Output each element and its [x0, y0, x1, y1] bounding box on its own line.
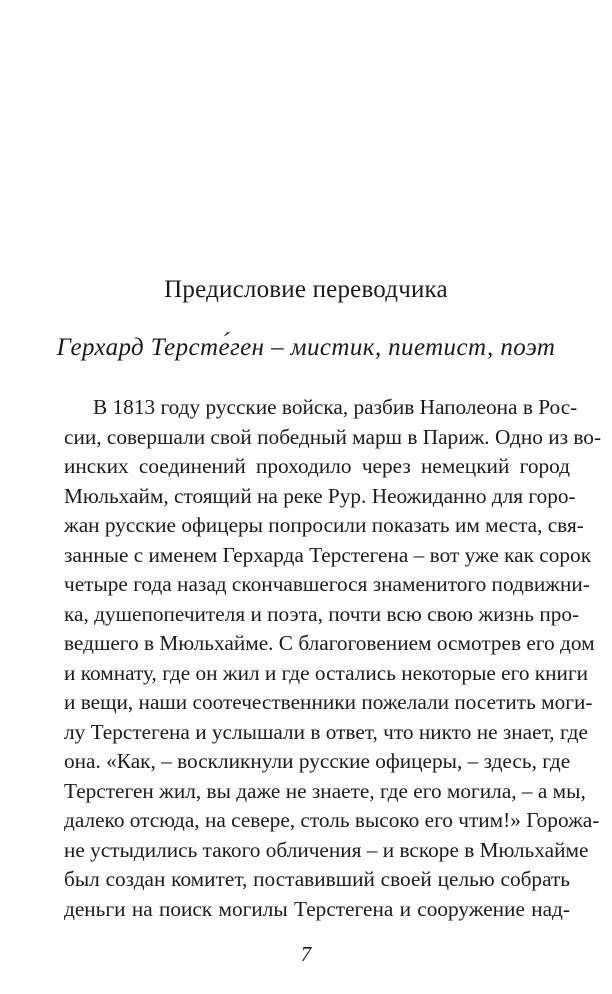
- body-paragraph: [64, 393, 602, 924]
- paragraph-line: инских соединений проходило через немецкий город: [64, 454, 570, 478]
- chapter-heading: Предисловие переводчика: [164, 276, 448, 303]
- paragraph-line: лу Терстегена и услышали в ответ, что никто не знает, где: [64, 719, 588, 744]
- page-number: 7: [300, 942, 312, 966]
- paragraph-line: сии, совершали свой победный марш в Париж. Одно из во-: [64, 424, 602, 449]
- paragraph-line: не устыдились такого обличения – и вскоре в Мюльхайме: [64, 837, 589, 862]
- paragraph-line: и комнату, где он жил и где остались некоторые его книги: [64, 660, 589, 685]
- paragraph-line: Мюльхайм, стоящий на реке Рур. Неожиданно для горо-: [64, 483, 576, 508]
- chapter-subheading: Герхард Терсте́ген – мистик, пиетист, поэт: [56, 334, 556, 361]
- paragraph-line: далеко отсюда, на севере, столь высоко его чтим!» Горожа-: [64, 808, 600, 832]
- paragraph-line: она. «Как, – воскликнули русские офицеры, – здесь, где: [64, 749, 571, 773]
- paragraph-line: деньги на поиск могилы Терстегена и сооружение над-: [64, 896, 570, 921]
- paragraph-line: ка, душепопечителя и поэта, почти всю свою жизнь про-: [64, 601, 580, 626]
- paragraph-line: занные с именем Герхарда Терстегена – вот уже как сорок: [64, 542, 592, 567]
- paragraph-line: жан русские офицеры попросили показать им места, свя-: [64, 513, 584, 537]
- paragraph-line: Терстеген жил, вы даже не знаете, где его могила, – а мы,: [64, 778, 586, 803]
- paragraph-line: четыре года назад скончавшегося знаменитого подвижни-: [64, 572, 590, 596]
- paragraph-line: и вещи, наши соотечественники пожелали посетить моги-: [64, 690, 593, 714]
- paragraph-line: ведшего в Мюльхайме. С благоговением осмотрев его дом: [64, 631, 595, 655]
- paragraph-line: В 1813 году русские войска, разбив Наполеона в Рос-: [93, 395, 578, 419]
- paragraph-line: был создан комитет, поставивший своей целью собрать: [64, 867, 570, 891]
